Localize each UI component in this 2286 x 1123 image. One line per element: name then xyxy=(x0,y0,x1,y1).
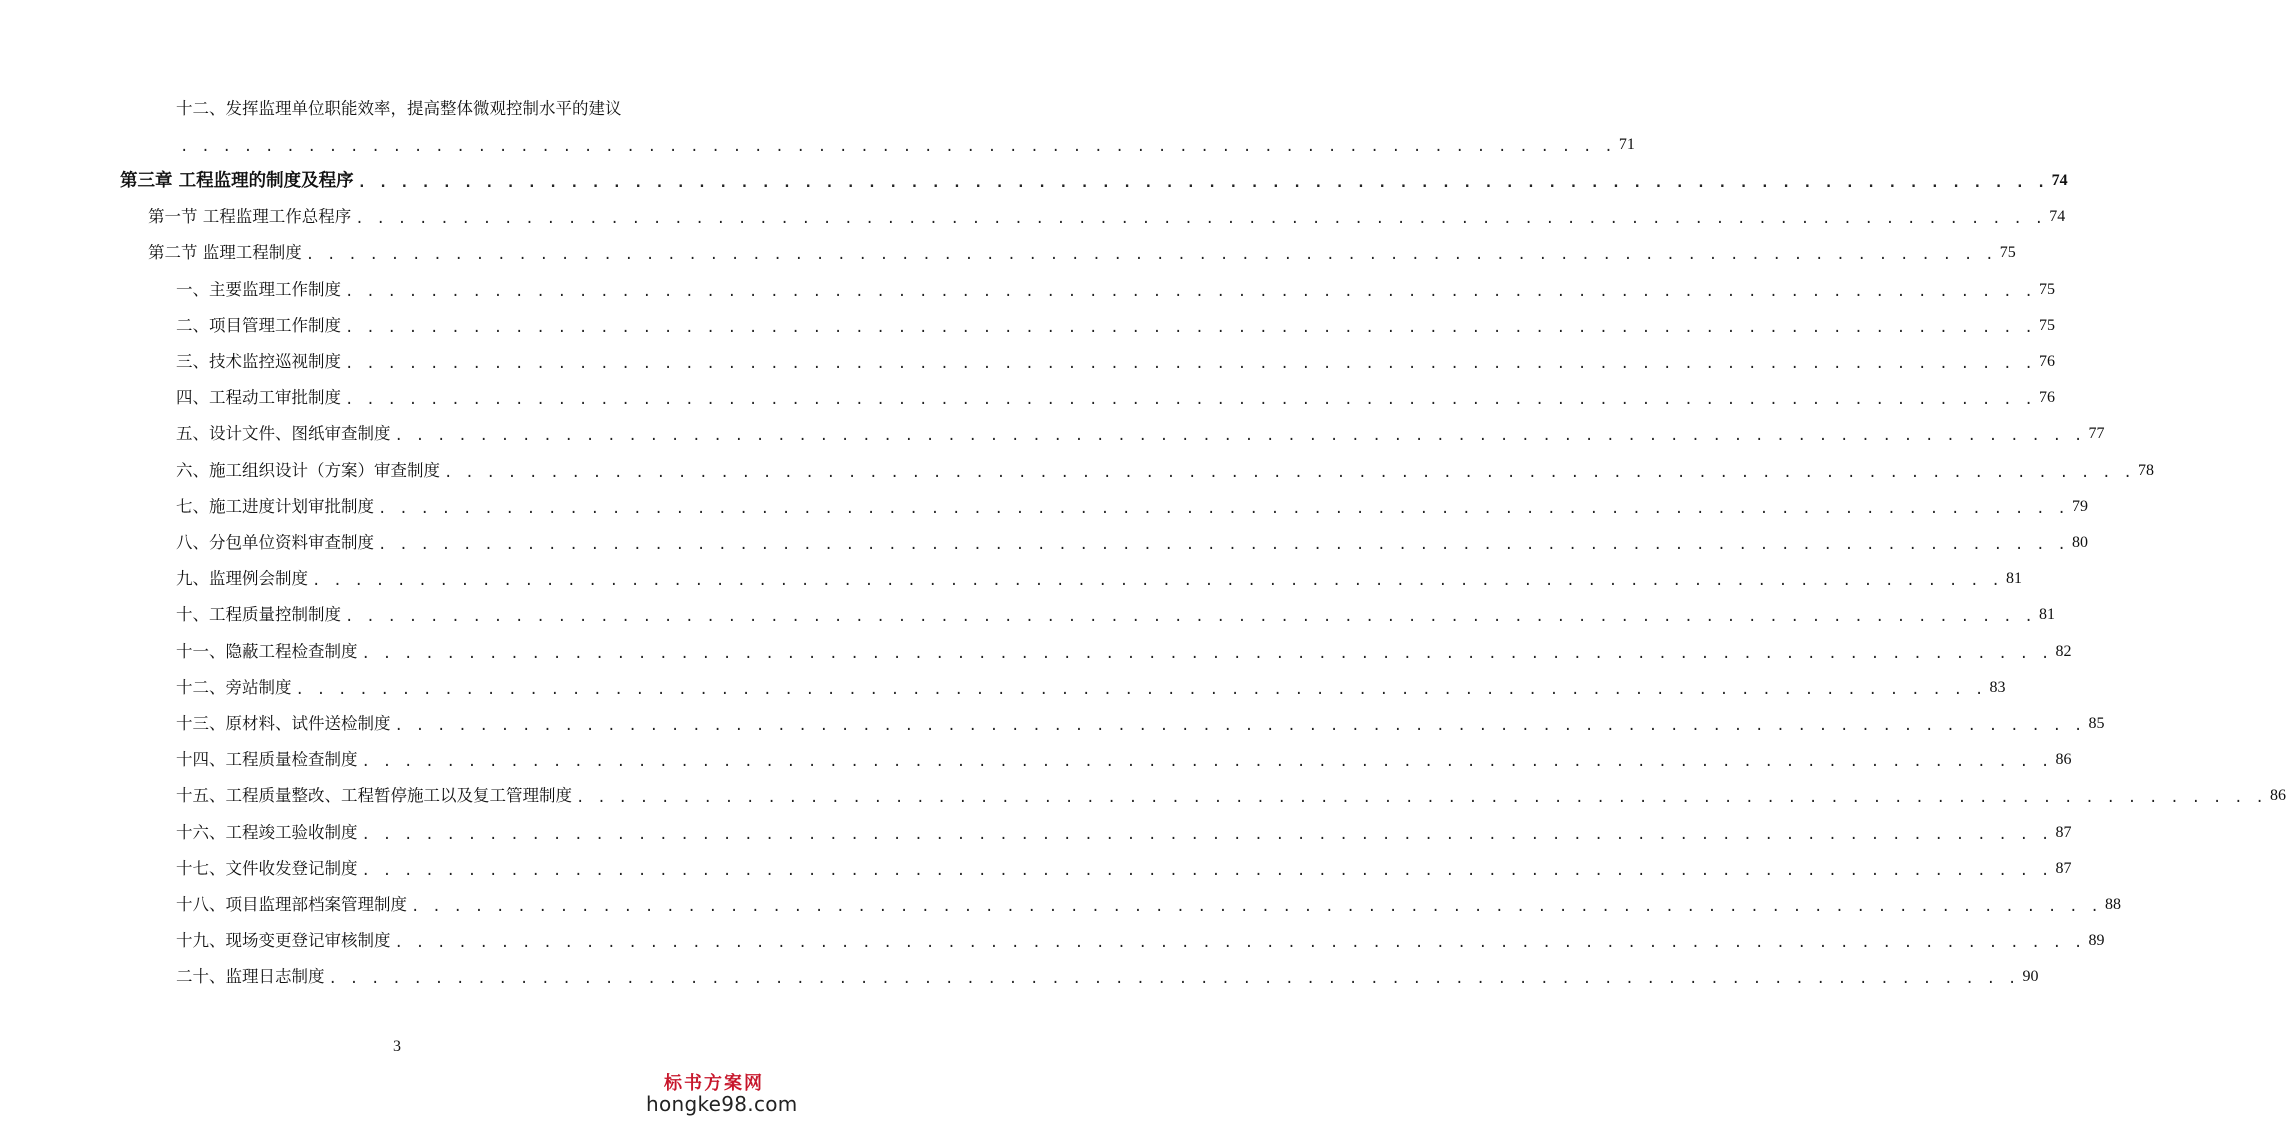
page-number: 87 xyxy=(2055,859,2072,877)
toc-entry-item[interactable] xyxy=(176,928,2105,954)
leader-dots: . . . . . . . . . . . . . . . . . . . . . . . . . . . . . . . . . . . . . . . . . . . . . . . . . . . . . . . . . . . . . . . . . . . . . . . . . . . . . . . . xyxy=(576,790,2266,807)
page-number: 74 xyxy=(2049,208,2066,226)
toc-entry-item[interactable] xyxy=(176,349,2055,375)
toc-entry-item[interactable] xyxy=(176,964,2039,990)
toc-entry-item[interactable] xyxy=(176,277,2055,303)
toc-entry-item[interactable] xyxy=(176,566,2022,592)
toc-entry-item[interactable] xyxy=(176,820,2072,846)
watermark-title: 标书方案网 xyxy=(664,1073,764,1094)
toc-entry-label: 八、分包单位资料审查制度 xyxy=(176,533,374,552)
page-number: 75 xyxy=(1999,244,2016,262)
leader-dots: . . . . . . . . . . . . . . . . . . . . . . . . . . . . . . . . . . . . . . . . . . . . . . . . . . . . . . . . . . . . . . . . . . . . . . . . . . . . . . . . xyxy=(355,211,2046,228)
page-number: 86 xyxy=(2269,787,2286,805)
page-number: 77 xyxy=(2088,425,2105,443)
leader-dots: . . . . . . . . . . . . . . . . . . . . . . . . . . . . . . . . . . . . . . . . . . . . . . . . . . . . . . . . . . . . . . . . . . . . . . . . . . . . . . . . xyxy=(411,899,2101,915)
toc-entry-item[interactable] xyxy=(176,421,2105,447)
leader-dots: . . . . . . . . . . . . . . . . . . . . . . . . . . . . . . . . . . . . . . . . . . . . . . . . . . . . . . . . . . . . . . . . . . . . . . . . . . . . . . . . xyxy=(345,283,2035,300)
toc-entry-label: 二十、监理日志制度 xyxy=(176,967,325,987)
toc-entry-label: 第二节 监理工程制度 xyxy=(148,243,302,263)
page-number: 85 xyxy=(2088,715,2105,732)
toc-entry-label: 一、主要监理工作制度 xyxy=(176,279,341,299)
leader-dots: . . . . . . . . . . . . . . . . . . . . . . . . . . . . . . . . . . . . . . . . . . . . . . . . . . . . . . . . . . . . . . . . . . . . xyxy=(180,139,1615,155)
page-number: 82 xyxy=(2055,642,2072,660)
page-number: 78 xyxy=(2137,461,2154,479)
toc-entry-label: 十一、隐蔽工程检查制度 xyxy=(176,641,358,661)
toc-entry-label: 十二、旁站制度 xyxy=(176,677,292,697)
leader-dots: . . . . . . . . . . . . . . . . . . . . . . . . . . . . . . . . . . . . . . . . . . . . . . . . . . . . . . . . . . . . . . . . . . . . . . . . . . . . . . . . xyxy=(357,175,2048,191)
leader-dots: . . . . . . . . . . . . . . . . . . . . . . . . . . . . . . . . . . . . . . . . . . . . . . . . . . . . . . . . . . . . . . . . . . . . . . . . . . . . . . . . xyxy=(444,464,2134,481)
toc-entry-item[interactable] xyxy=(176,639,2072,665)
toc-entry-label: 六、施工组织设计（方案）审查制度 xyxy=(176,460,440,480)
leader-dots: . . . . . . . . . . . . . . . . . . . . . . . . . . . . . . . . . . . . . . . . . . . . . . . . . . . . . . . . . . . . . . . . . . . . . . . . . . . . . . . . xyxy=(305,247,1996,264)
page-number: 74 xyxy=(2051,172,2068,189)
toc-entry-label: 七、施工进度计划审批制度 xyxy=(176,496,374,516)
toc-entry-item[interactable] xyxy=(176,675,2006,701)
toc-entry-item[interactable] xyxy=(176,602,2055,628)
leader-dots: . . . . . . . . . . . . . . . . . . . . . . . . . . . . . . . . . . . . . . . . . . . . . . . . . . . . . . . . . . . . . . . . . . . . . . . . . . . . . . . . xyxy=(378,537,2068,553)
toc-entry-item[interactable] xyxy=(176,747,2072,773)
toc-entry-label: 九、监理例会制度 xyxy=(176,569,308,589)
leader-dots: . . . . . . . . . . . . . . . . . . . . . . . . . . . . . . . . . . . . . . . . . . . . . . . . . . . . . . . . . . . . . . . . . . . . . . . . . . . . . . . . xyxy=(394,428,2085,445)
page-number: 81 xyxy=(2038,606,2055,624)
page-number: 86 xyxy=(2055,751,2072,769)
leader-dots: . . . . . . . . . . . . . . . . . . . . . . . . . . . . . . . . . . . . . . . . . . . . . . . . . . . . . . . . . . . . . . . . . . . . . . . . . . . . . . . . xyxy=(345,319,2035,336)
toc-entry-section[interactable] xyxy=(148,204,2066,230)
page-number: 83 xyxy=(1989,678,2006,696)
toc-entry-label: 十三、原材料、试件送检制度 xyxy=(176,714,391,733)
leader-dots: . . . . . . . . . . . . . . . . . . . . . . . . . . . . . . . . . . . . . . . . . . . . . . . . . . . . . . . . . . . . . . . . . . . . . . . . . . . . . . . . xyxy=(345,356,2035,372)
toc-entry-label: 四、工程动工审批制度 xyxy=(176,388,341,408)
toc-entry-label: 十九、现场变更登记审核制度 xyxy=(176,931,391,951)
toc-entry-section[interactable] xyxy=(148,240,2016,266)
page-number: 90 xyxy=(2022,968,2039,986)
leader-dots: . . . . . . . . . . . . . . . . . . . . . . . . . . . . . . . . . . . . . . . . . . . . . . . . . . . . . . . . . . . . . . . . . . . . . . . . . . . . . . . . xyxy=(328,971,2019,988)
toc-entry-item[interactable] xyxy=(176,783,2286,809)
toc-entry-wrapped-continuation[interactable] xyxy=(176,132,1635,158)
toc-entry-label: 三、技术监控巡视制度 xyxy=(176,352,341,371)
toc-entry-label: 十八、项目监理部档案管理制度 xyxy=(176,895,407,914)
page-number: 81 xyxy=(2005,570,2022,588)
leader-dots: . . . . . . . . . . . . . . . . . . . . . . . . . . . . . . . . . . . . . . . . . . . . . . . . . . . . . . . . . . . . . . . . . . . . . . . . . . . . . . . . xyxy=(361,862,2052,879)
leader-dots: . . . . . . . . . . . . . . . . . . . . . . . . . . . . . . . . . . . . . . . . . . . . . . . . . . . . . . . . . . . . . . . . . . . . . . . . . . . . . . . . xyxy=(345,392,2035,409)
watermark-url: hongke98.com xyxy=(646,1092,798,1116)
page-number: 75 xyxy=(2038,280,2055,298)
page-number: 80 xyxy=(2071,534,2088,551)
leader-dots: . . . . . . . . . . . . . . . . . . . . . . . . . . . . . . . . . . . . . . . . . . . . . . . . . . . . . . . . . . . . . . . . . . . . . . . . . . . . . . . . xyxy=(345,609,2035,626)
toc-entry-item[interactable] xyxy=(176,313,2055,339)
toc-entry-item[interactable] xyxy=(176,892,2121,918)
page-number: 87 xyxy=(2055,823,2072,841)
toc-entry-label: 第三章 工程监理的制度及程序 xyxy=(120,171,354,191)
page-number: 76 xyxy=(2038,353,2055,370)
page-number: 76 xyxy=(2038,389,2055,407)
page-footer-number: 3 xyxy=(393,1038,401,1055)
page-number: 88 xyxy=(2104,896,2121,913)
toc-entry-label: 十六、工程竣工验收制度 xyxy=(176,822,358,842)
leader-dots: . . . . . . . . . . . . . . . . . . . . . . . . . . . . . . . . . . . . . . . . . . . . . . . . . . . . . . . . . . . . . . . . . . . . . . . . . . . . . . . . xyxy=(295,681,1986,698)
page-number: 89 xyxy=(2088,932,2105,950)
toc-entry-label: 十五、工程质量整改、工程暂停施工以及复工管理制度 xyxy=(176,786,572,806)
toc-entry-item[interactable] xyxy=(176,711,2105,737)
page-number: 79 xyxy=(2071,497,2088,515)
toc-entry-label: 第一节 工程监理工作总程序 xyxy=(148,207,352,227)
toc-entry-wrapped-title: 十二、发挥监理单位职能效率，提高整体微观控制水平的建议 xyxy=(176,99,622,118)
leader-dots: . . . . . . . . . . . . . . . . . . . . . . . . . . . . . . . . . . . . . . . . . . . . . . . . . . . . . . . . . . . . . . . . . . . . . . . . . . . . . . . . xyxy=(312,573,2002,590)
toc-entry-label: 十、工程质量控制制度 xyxy=(176,605,341,625)
page-number: 75 xyxy=(2038,316,2055,334)
leader-dots: . . . . . . . . . . . . . . . . . . . . . . . . . . . . . . . . . . . . . . . . . . . . . . . . . . . . . . . . . . . . . . . . . . . . . . . . . . . . . . . . xyxy=(361,645,2052,662)
toc-entry-chapter[interactable] xyxy=(120,168,2068,194)
toc-entry-label: 五、设计文件、图纸审查制度 xyxy=(176,424,391,444)
leader-dots: . . . . . . . . . . . . . . . . . . . . . . . . . . . . . . . . . . . . . . . . . . . . . . . . . . . . . . . . . . . . . . . . . . . . . . . . . . . . . . . . xyxy=(394,718,2085,734)
toc-entry-item[interactable] xyxy=(176,494,2088,520)
toc-entry-item[interactable] xyxy=(176,385,2055,411)
toc-entry-item[interactable] xyxy=(176,530,2088,556)
toc-entry-label: 二、项目管理工作制度 xyxy=(176,315,341,335)
leader-dots: . . . . . . . . . . . . . . . . . . . . . . . . . . . . . . . . . . . . . . . . . . . . . . . . . . . . . . . . . . . . . . . . . . . . . . . . . . . . . . . . xyxy=(394,935,2085,952)
leader-dots: . . . . . . . . . . . . . . . . . . . . . . . . . . . . . . . . . . . . . . . . . . . . . . . . . . . . . . . . . . . . . . . . . . . . . . . . . . . . . . . . xyxy=(361,754,2052,771)
toc-entry-item[interactable] xyxy=(176,856,2072,882)
leader-dots: . . . . . . . . . . . . . . . . . . . . . . . . . . . . . . . . . . . . . . . . . . . . . . . . . . . . . . . . . . . . . . . . . . . . . . . . . . . . . . . . xyxy=(378,500,2068,517)
toc-entry-item[interactable] xyxy=(176,458,2154,484)
toc-entry-label: 十四、工程质量检查制度 xyxy=(176,750,358,770)
toc-entry-label: 十七、文件收发登记制度 xyxy=(176,858,358,878)
page-number: 71 xyxy=(1618,136,1635,153)
leader-dots: . . . . . . . . . . . . . . . . . . . . . . . . . . . . . . . . . . . . . . . . . . . . . . . . . . . . . . . . . . . . . . . . . . . . . . . . . . . . . . . . xyxy=(361,826,2052,843)
